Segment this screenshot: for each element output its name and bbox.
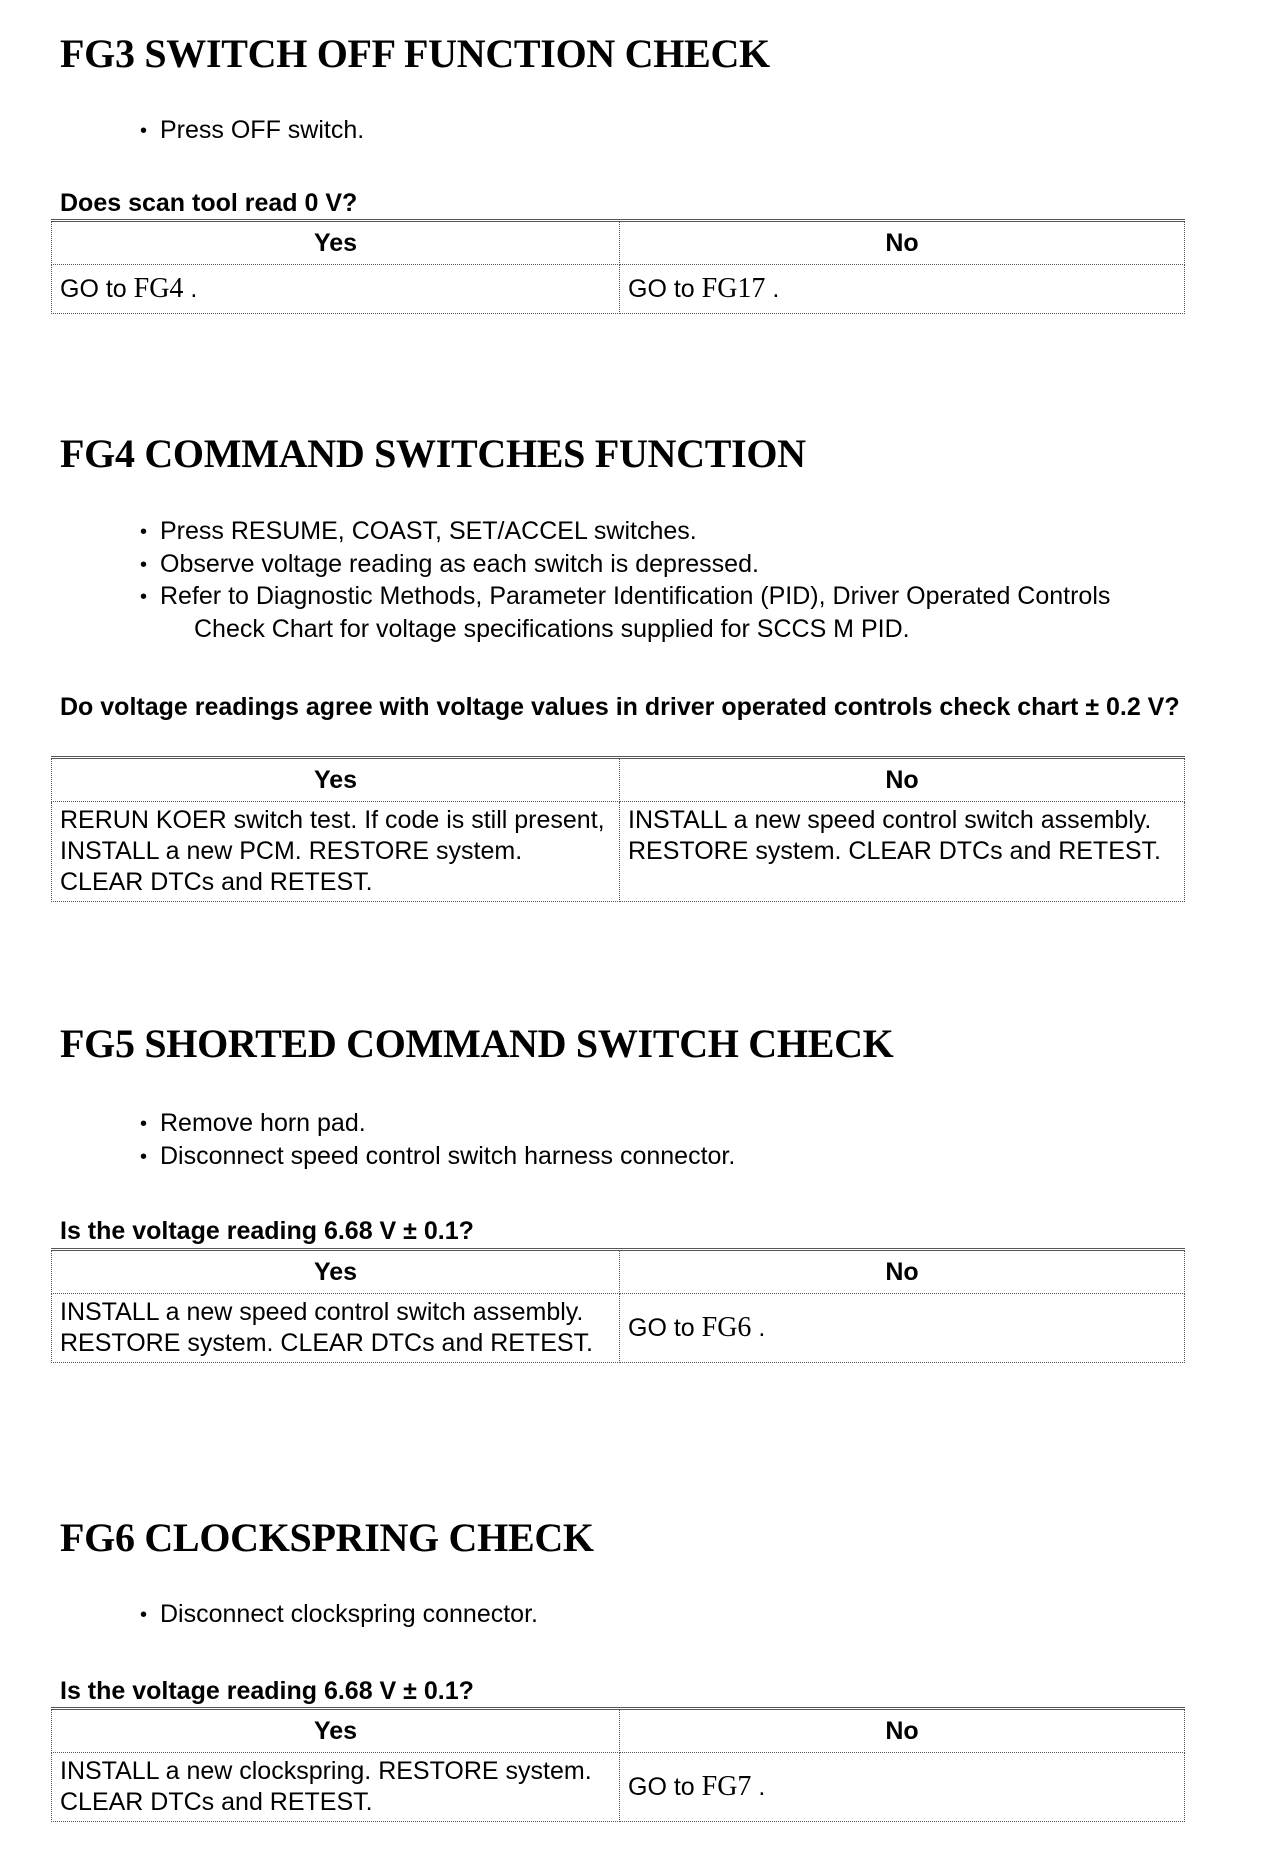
step-reference-link[interactable]: FG4 bbox=[133, 273, 184, 304]
step-reference-link[interactable]: FG7 bbox=[701, 1771, 752, 1802]
bullet-icon: • bbox=[140, 1604, 148, 1626]
step-item: • Observe voltage reading as each switch is depressed. bbox=[140, 549, 1250, 582]
no-action: GO to FG17 . bbox=[620, 265, 1185, 314]
section-title: FG3 SWITCH OFF FUNCTION CHECK bbox=[60, 31, 770, 76]
bullet-icon: • bbox=[140, 1113, 148, 1135]
bullet-icon: • bbox=[140, 586, 148, 608]
yes-header: Yes bbox=[52, 221, 620, 265]
step-list bbox=[140, 1599, 1250, 1632]
yes-header: Yes bbox=[52, 1709, 620, 1753]
no-header: No bbox=[620, 1709, 1185, 1753]
decision-table bbox=[51, 1707, 1185, 1822]
step-reference-link[interactable]: FG6 bbox=[701, 1312, 752, 1343]
no-action: INSTALL a new speed control switch assembly. RESTORE system. CLEAR DTCs and RETEST. bbox=[620, 802, 1185, 902]
question-text: Does scan tool read 0 V? bbox=[60, 189, 358, 217]
yes-action: GO to FG4 . bbox=[52, 265, 620, 314]
decision-table bbox=[51, 219, 1185, 314]
no-header: No bbox=[620, 1250, 1185, 1294]
question-text: Is the voltage reading 6.68 V ± 0.1? bbox=[60, 1677, 474, 1705]
section-title: FG4 COMMAND SWITCHES FUNCTION bbox=[60, 431, 806, 476]
yes-header: Yes bbox=[52, 758, 620, 802]
step-item: • Remove horn pad. bbox=[140, 1108, 1250, 1141]
no-action: GO to FG7 . bbox=[620, 1753, 1185, 1822]
no-header: No bbox=[620, 221, 1185, 265]
step-list bbox=[140, 115, 1250, 148]
no-action: GO to FG6 . bbox=[620, 1294, 1185, 1363]
step-item: • Press OFF switch. bbox=[140, 115, 1250, 148]
step-list bbox=[140, 1108, 1250, 1173]
no-header: No bbox=[620, 758, 1185, 802]
yes-action: INSTALL a new speed control switch assembly. RESTORE system. CLEAR DTCs and RETEST. bbox=[52, 1294, 620, 1363]
bullet-icon: • bbox=[140, 553, 148, 576]
step-item: • Refer to Diagnostic Methods, Parameter Identification (PID), Driver Operated Controls Check Chart for voltage specifications supplied for SCCS M PID. bbox=[140, 582, 1111, 643]
bullet-icon: • bbox=[140, 521, 148, 543]
decision-table bbox=[51, 1248, 1185, 1363]
section-title: FG5 SHORTED COMMAND SWITCH CHECK bbox=[60, 1021, 894, 1066]
bullet-icon: • bbox=[140, 120, 148, 142]
step-reference-link[interactable]: FG17 bbox=[701, 273, 766, 304]
yes-header: Yes bbox=[52, 1250, 620, 1294]
question-text: Is the voltage reading 6.68 V ± 0.1? bbox=[60, 1217, 474, 1245]
step-item: • Press RESUME, COAST, SET/ACCEL switches. bbox=[140, 516, 1250, 549]
yes-action: INSTALL a new clockspring. RESTORE system. CLEAR DTCs and RETEST. bbox=[52, 1753, 620, 1822]
step-item: • Disconnect speed control switch harness connector. bbox=[140, 1141, 1250, 1174]
yes-action: RERUN KOER switch test. If code is still present, INSTALL a new PCM. RESTORE system. CLEAR DTCs and RETEST. bbox=[52, 802, 620, 902]
bullet-icon: • bbox=[140, 1145, 148, 1168]
question-text: Do voltage readings agree with voltage values in driver operated controls check chart ± 0.2 V? bbox=[60, 693, 1180, 721]
step-list bbox=[140, 516, 1250, 645]
decision-table bbox=[51, 756, 1185, 902]
section-title: FG6 CLOCKSPRING CHECK bbox=[60, 1515, 594, 1560]
step-item: • Disconnect clockspring connector. bbox=[140, 1599, 1250, 1632]
